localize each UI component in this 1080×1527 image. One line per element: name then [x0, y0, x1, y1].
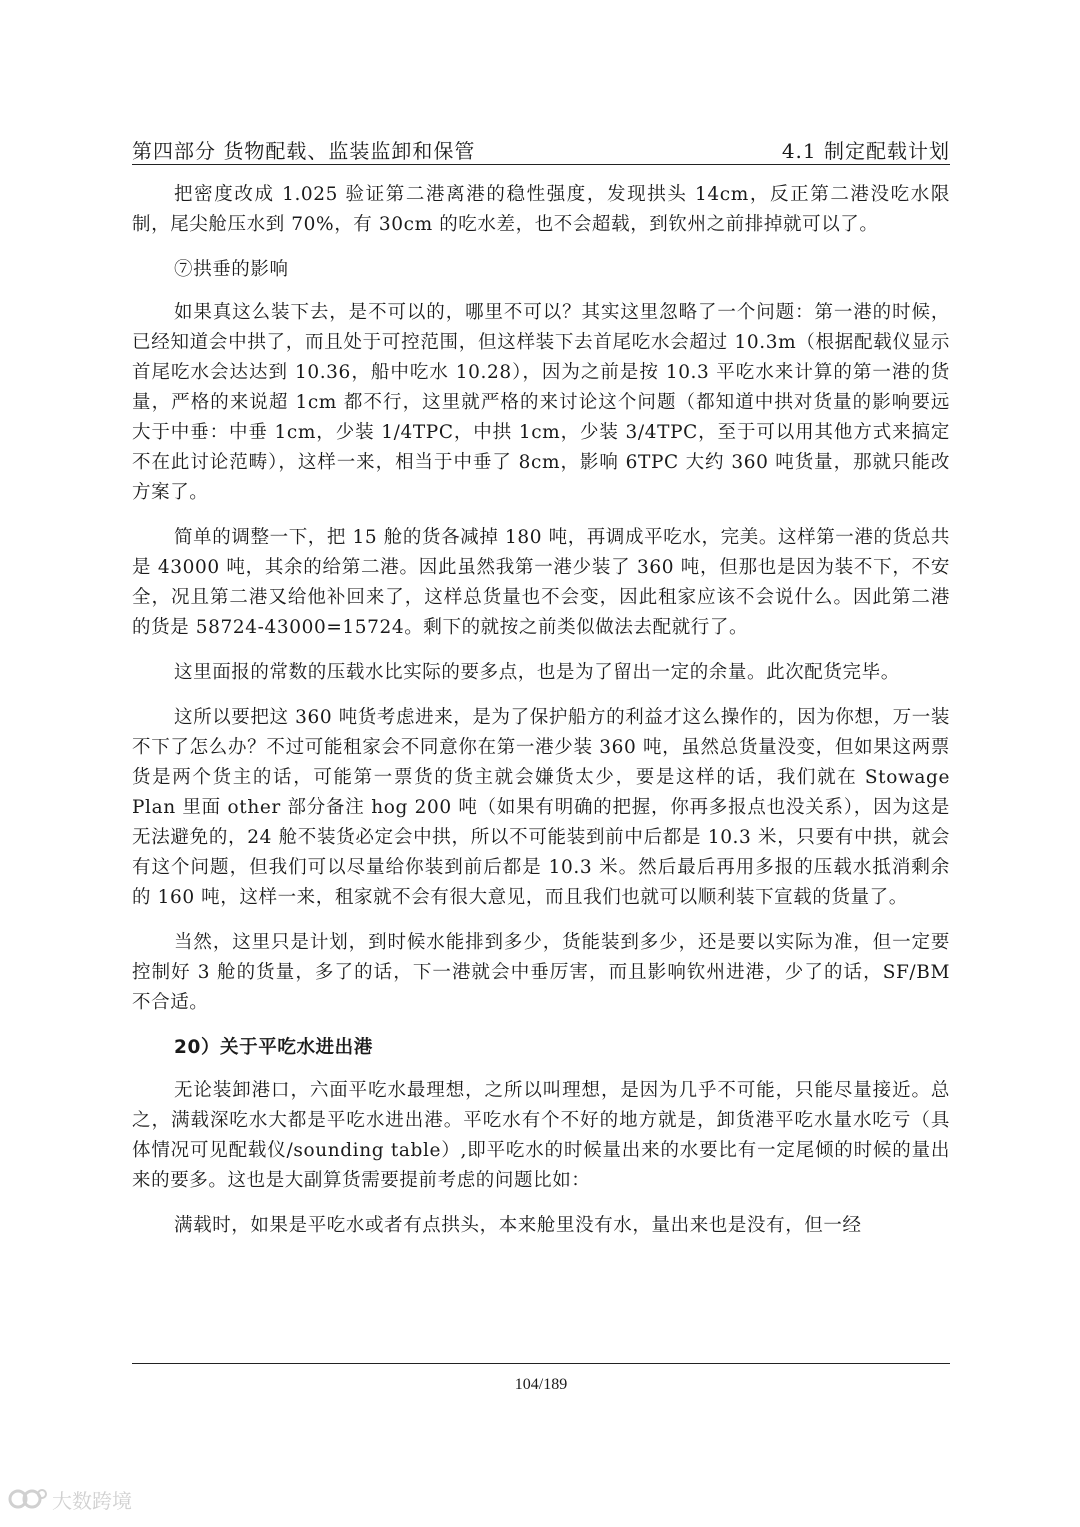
- subsection-heading: ⑦拱垂的影响: [174, 259, 289, 280]
- header-divider: [132, 164, 950, 165]
- paragraph: 把密度改成 1.025 验证第二港离港的稳性强度，发现拱头 14cm，反正第二港没吃水限制，尾尖舱压水到 70%，有 30cm 的吃水差，也不会超载，到钦州之前排掉就可以了。: [132, 184, 950, 235]
- paragraph: 满载时，如果是平吃水或者有点拱头，本来舱里没有水，量出来也是没有，但一经: [174, 1215, 862, 1236]
- header-section-title: 第四部分 货物配载、监装监卸和保管: [132, 139, 476, 163]
- paragraph: 如果真这么装下去，是不可以的，哪里不可以？其实这里忽略了一个问题：第一港的时候，已经知道会中拱了，而且处于可控范围，但这样装下去首尾吃水会超过 10.3m（根据配载仪显示首尾吃水会达达到 10.36，船中吃水 10.28），因为之前是按 10.3 平吃水来计算的第一港的货量，严格的来说超 1cm 都不行，这里就严格的来讨论这个问题（都知道中拱对货量的影响要远大于中垂：中垂 1cm，少装 1/4TPC，中拱 1cm，少装 3/4TPC，至于可以用其他方式来搞定不在此讨论范畴），这样一来，相当于中垂了 8cm，影响 6TPC 大约 360 吨货量，那就只能改方案了。: [132, 302, 950, 503]
- section-heading: 20）关于平吃水进出港: [174, 1037, 373, 1058]
- page-header: [132, 130, 950, 164]
- paragraph: 当然，这里只是计划，到时候水能排到多少，货能装到多少，还是要以实际为准，但一定要控制好 3 舱的货量，多了的话，下一港就会中垂厉害，而且影响钦州进港，少了的话，SF/BM 不合适。: [132, 932, 950, 1013]
- paragraph: 无论装卸港口，六面平吃水最理想，之所以叫理想，是因为几乎不可能，只能尽量接近。总之，满载深吃水大都是平吃水进出港。平吃水有个不好的地方就是，卸货港平吃水量水吃亏（具体情况可见配载仪/sounding table）,即平吃水的时候量出来的水要比有一定尾倾的时候的量出来的要多。这也是大副算货需要提前考虑的问题比如：: [132, 1080, 950, 1191]
- document-body: [132, 180, 950, 1256]
- page-number: 104/189: [514, 1376, 568, 1393]
- footer-divider: [132, 1363, 950, 1364]
- watermark: [8, 1484, 132, 1514]
- paragraph: 简单的调整一下，把 15 舱的货各减掉 180 吨，再调成平吃水，完美。这样第一港的货总共是 43000 吨，其余的给第二港。因此虽然我第一港少装了 360 吨，但那也是因为装不下，不安全，况且第二港又给他补回来了，这样总货量也不会变，因此租家应该不会说什么。因此第二港的货是 58724-43000=15724。剩下的就按之前类似做法去配就行了。: [132, 527, 950, 638]
- watermark-logo-icon: [8, 1484, 48, 1514]
- watermark-text: 大数跨境: [52, 1488, 132, 1513]
- paragraph: 这里面报的常数的压载水比实际的要多点，也是为了留出一定的余量。此次配货完毕。: [174, 662, 900, 683]
- paragraph: 这所以要把这 360 吨货考虑进来，是为了保护船方的利益才这么操作的，因为你想，万一装不下了怎么办？不过可能租家会不同意你在第一港少装 360 吨，虽然总货量没变，但如果这两票货是两个货主的话，可能第一票货的货主就会嫌货太少，要是这样的话，我们就在 Stowage Plan 里面 other 部分备注 hog 200 吨（如果有明确的把握，你再多报点也没关系），因为这是无法避免的，24 舱不装货必定会中拱，所以不可能装到前中后都是 10.3 米，只要有中拱，就会有这个问题，但我们可以尽量给你装到前后都是 10.3 米。然后最后再用多报的压载水抵消剩余的 160 吨，这样一来，租家就不会有很大意见，而且我们也就可以顺利装下宣载的货量了。: [132, 707, 950, 908]
- header-chapter-title: 4.1 制定配载计划: [781, 139, 950, 163]
